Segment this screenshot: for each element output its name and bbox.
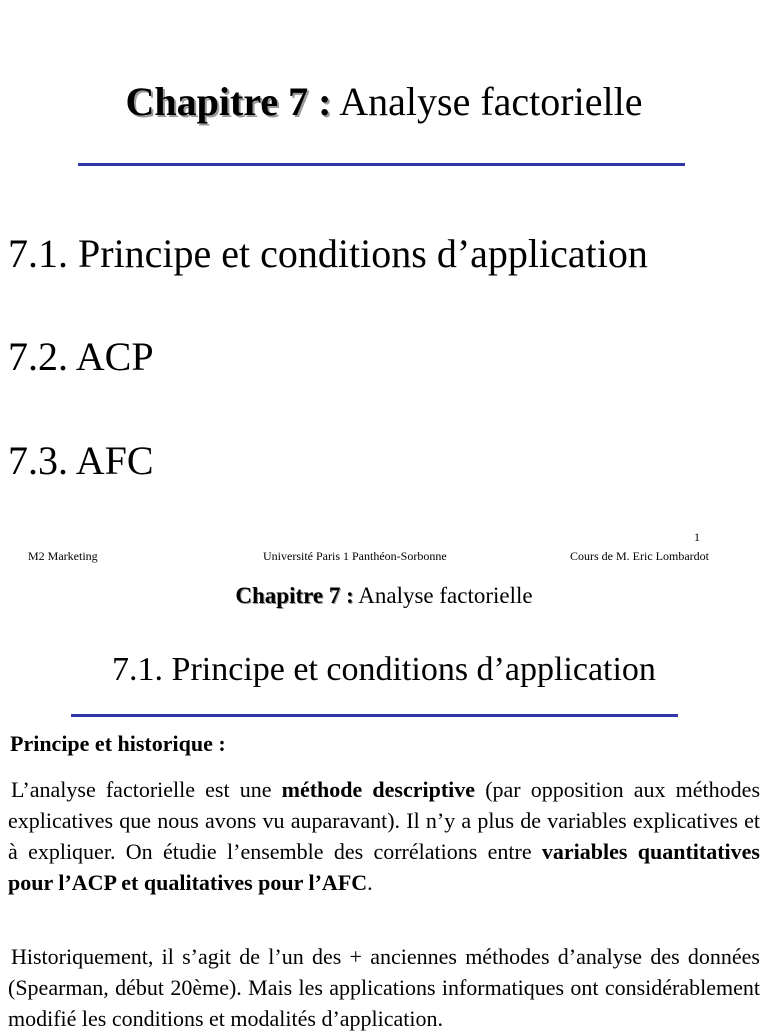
slide1-title-chapter: Chapitre 7 : — [125, 79, 332, 124]
toc-item-7-1: 7.1. Principe et conditions d’application — [8, 231, 648, 276]
paragraph-history: Historiquement, il s’agit de l’un des + anciennes méthodes d’analyse des données (Spearman, début 20ème). Mais les applications informatiques ont considérablement modifié les conditions et modalités d’application. — [8, 944, 760, 1031]
slide2-title-topic: Analyse factorielle — [353, 583, 533, 608]
para1-text-3: . — [367, 870, 373, 895]
para1-text-2: (par opposition aux méthodes explicatives que nous avons vu auparavant). Il n’y a plus de variables explicatives et à expliquer. On étudie l’ensemble des corrélations entre — [8, 777, 760, 864]
footer-university: Université Paris 1 Panthéon-Sorbonne — [263, 549, 447, 563]
slide2-section-title: 7.1. Principe et conditions d’application — [112, 651, 656, 688]
slide2-title-chapter: Chapitre 7 : — [235, 583, 354, 608]
section-heading: Principe et historique : — [10, 731, 226, 756]
page-number: 1 — [694, 530, 700, 544]
slide2-title-divider — [71, 714, 678, 717]
footer-course-level: M2 Marketing — [28, 549, 98, 563]
para1-bold-method: méthode descriptive — [281, 777, 476, 802]
slide1-title — [0, 76, 768, 128]
slide1-title-divider — [78, 163, 685, 166]
para1-text-1: L’analyse factorielle est une — [11, 777, 282, 802]
toc-item-7-3: 7.3. AFC — [8, 438, 154, 483]
slide1-title-topic: Analyse factorielle — [331, 79, 643, 124]
footer-instructor: Cours de M. Eric Lombardot — [570, 549, 709, 563]
para1-bold-variables: variables quantitatives pour l’ACP et qualitatives pour l’AFC — [8, 839, 760, 895]
toc-item-7-2: 7.2. ACP — [8, 334, 154, 379]
paragraph-definition — [8, 774, 760, 898]
slide2-title — [0, 582, 768, 610]
